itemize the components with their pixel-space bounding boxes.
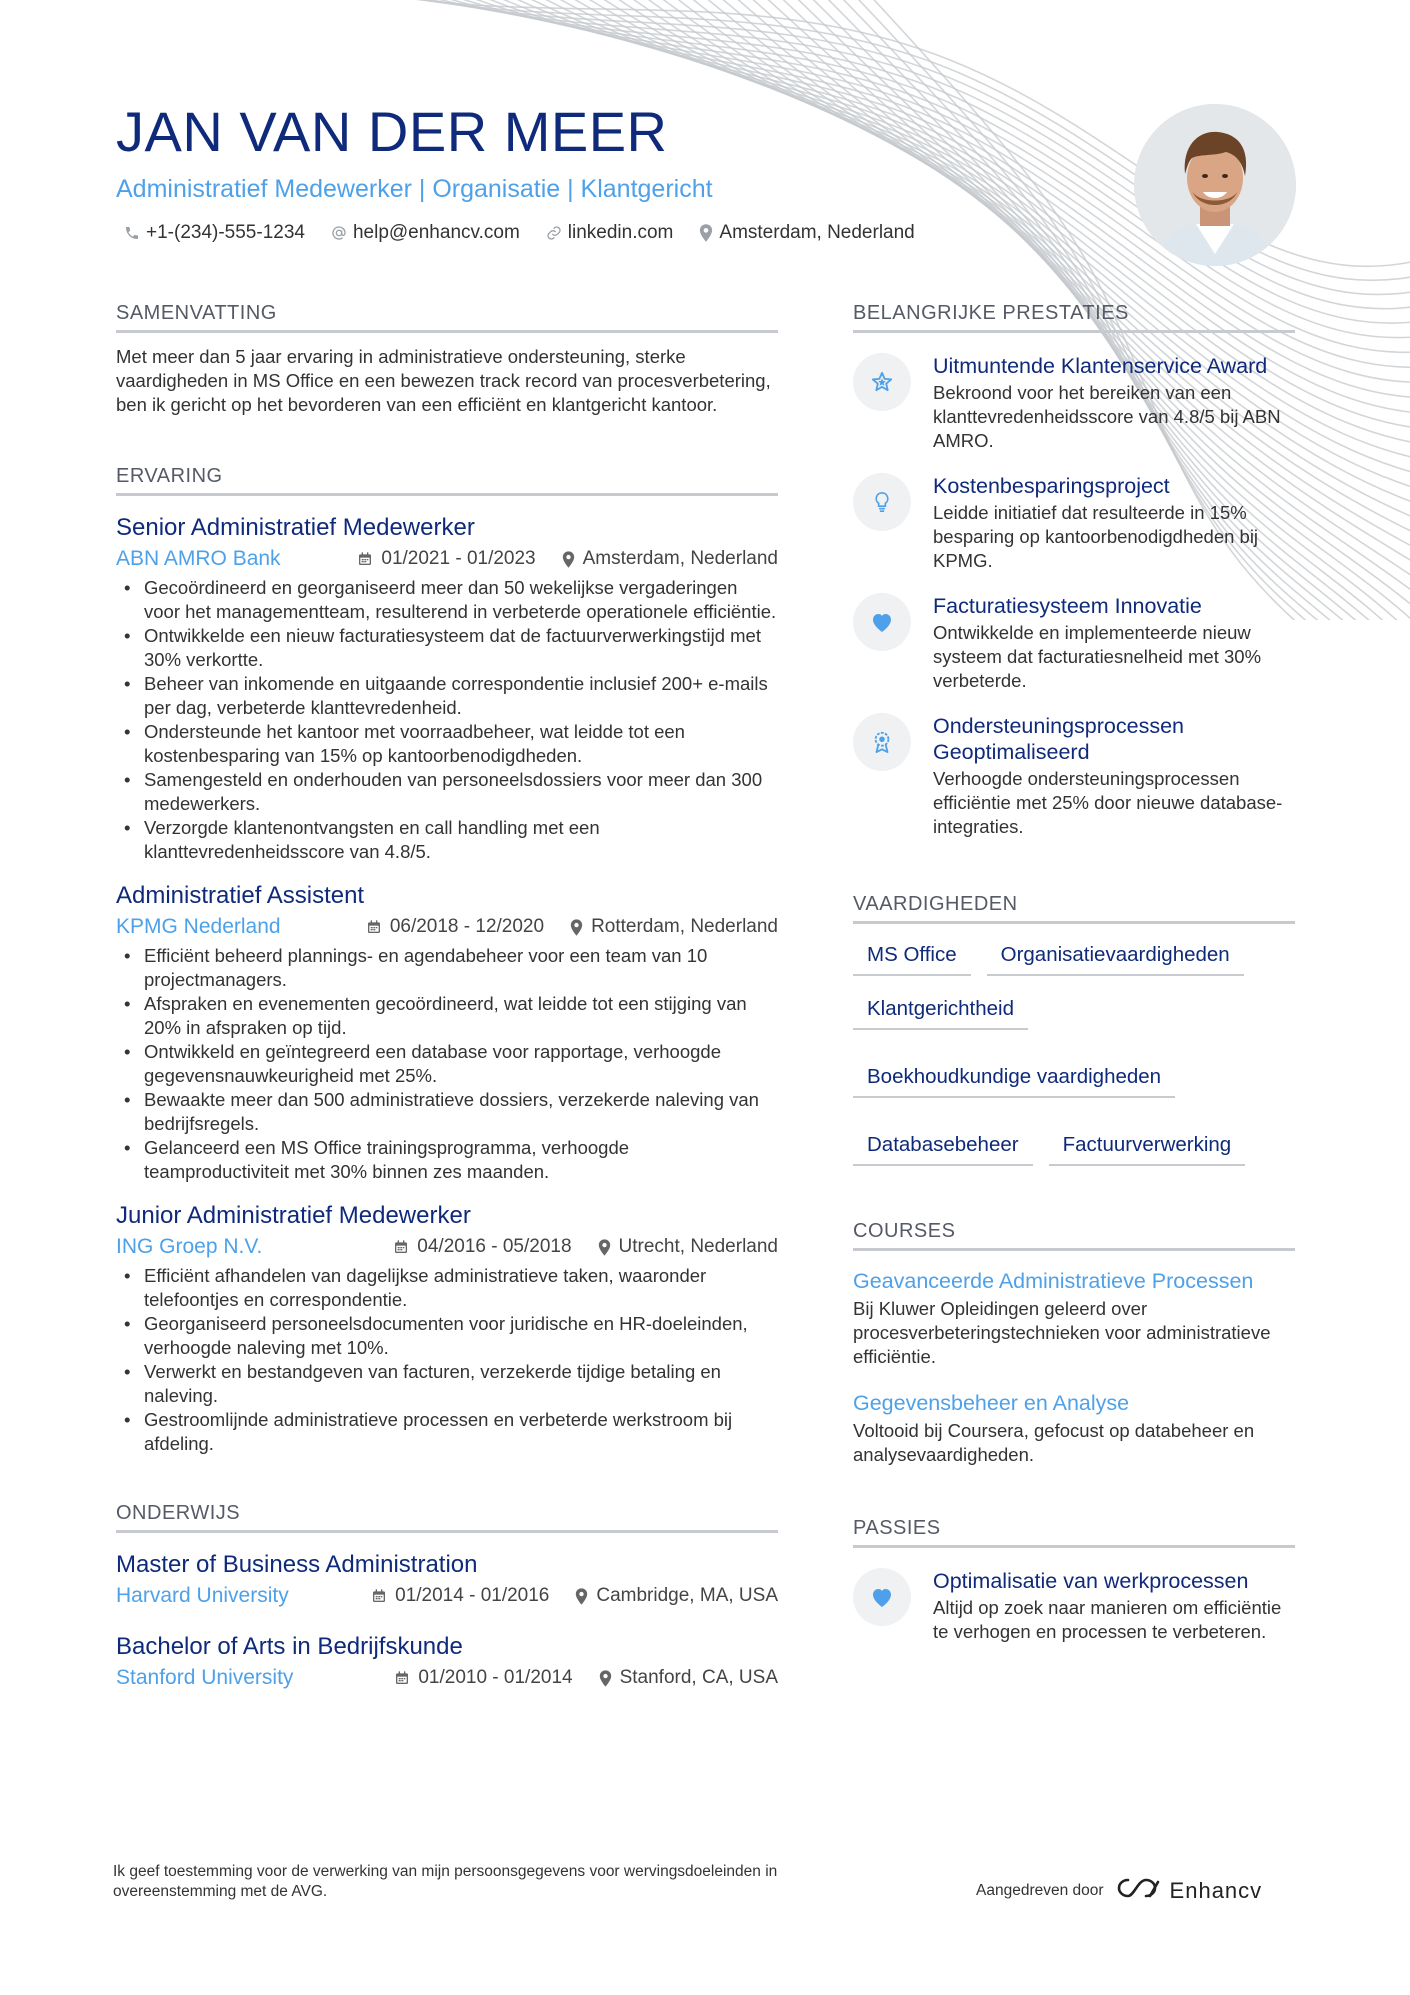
job-meta	[116, 1234, 778, 1260]
location-icon	[575, 1588, 588, 1605]
job-title: Junior Administratief Medewerker	[116, 1202, 471, 1229]
skill-tag: MS Office	[853, 936, 971, 976]
achievement-item	[853, 593, 1295, 693]
job-meta	[116, 914, 778, 940]
achievement-item	[853, 353, 1295, 453]
job-company: KPMG Nederland	[116, 915, 281, 938]
school-name: Stanford University	[116, 1666, 294, 1689]
job-bullets	[116, 576, 778, 864]
job-location	[562, 546, 778, 572]
education-meta-right	[394, 1665, 778, 1691]
experience-item	[116, 880, 778, 1184]
skill-tag: Factuurverwerking	[1049, 1126, 1246, 1166]
award-icon	[853, 713, 911, 771]
list-item: • Verzorgde klantenontvangsten en call handling met een klanttevredenheidsscore van 4.8/5.	[116, 816, 778, 864]
course-item	[853, 1389, 1295, 1467]
achievement-title: Kostenbesparingsproject	[933, 474, 1170, 498]
education-dates	[371, 1583, 549, 1609]
contact-location	[699, 222, 914, 244]
location-icon	[562, 551, 575, 568]
list-item: • Verwerkt en bestandgeven van facturen, verzekerde tijdige betaling en naleving.	[116, 1360, 778, 1408]
infinity-icon	[1116, 1876, 1162, 1906]
list-item: • Gecoördineerd en georganiseerd meer dan 50 wekelijkse vergaderingen voor het managementteam, resulterend in verbeterde operationele efficiëntie.	[116, 576, 778, 624]
passion-item	[853, 1568, 1295, 1644]
education-meta-right	[371, 1583, 778, 1609]
calendar-icon	[393, 1239, 409, 1255]
job-location-text: Utrecht, Nederland	[618, 1236, 778, 1257]
contact-email-text: help@enhancv.com	[352, 222, 520, 243]
contact-linkedin[interactable]	[546, 222, 674, 244]
achievement-desc: Ontwikkelde en implementeerde nieuw systeem dat facturatiesnelheid met 30% verbeterde.	[933, 622, 1262, 691]
achievement-desc: Bekroond voor het bereiken van een klanttevredenheidsscore van 4.8/5 bij ABN AMRO.	[933, 382, 1281, 451]
job-title: Senior Administratief Medewerker	[116, 514, 475, 541]
experience-item	[116, 1200, 778, 1456]
contact-phone[interactable]	[124, 222, 305, 244]
powered-by[interactable]	[976, 1876, 1262, 1906]
calendar-icon	[357, 551, 373, 567]
section-title-skills: VAARDIGHEDEN	[853, 891, 1295, 924]
powered-by-label: Aangedreven door	[976, 1882, 1104, 1899]
education-item	[116, 1549, 778, 1609]
heart-icon	[853, 593, 911, 651]
candidate-name: JAN VAN DER MEER	[116, 100, 668, 163]
achievement-body	[933, 593, 1295, 693]
list-item: • Ontwikkelde een nieuw facturatiesysteem dat de factuurverwerkingstijd met 30% verkortte.	[116, 624, 778, 672]
calendar-icon	[371, 1588, 387, 1604]
course-title: Geavanceerde Administratieve Processen	[853, 1269, 1254, 1293]
brand-logo	[1116, 1876, 1263, 1906]
resume-header	[116, 100, 1096, 244]
achievement-body	[933, 353, 1295, 453]
at-icon	[331, 225, 347, 241]
education-location-text: Cambridge, MA, USA	[596, 1585, 778, 1606]
achievement-item	[853, 713, 1295, 839]
achievement-title: Ondersteuningsprocessen Geoptimaliseerd	[933, 714, 1184, 764]
education-location	[575, 1583, 778, 1609]
skills-list	[853, 936, 1295, 1166]
achievement-title: Uitmuntende Klantenservice Award	[933, 354, 1268, 378]
degree-title: Master of Business Administration	[116, 1551, 478, 1578]
list-item: • Ondersteunde het kantoor met voorraadbeheer, wat leidde tot een kostenbesparing van 15% op kantoorbenodigdheden.	[116, 720, 778, 768]
contact-linkedin-text: linkedin.com	[567, 222, 674, 243]
passion-body	[933, 1568, 1295, 1644]
list-item: • Efficiënt afhandelen van dagelijkse administratieve taken, waaronder telefoontjes en correspondentie.	[116, 1264, 778, 1312]
list-item: • Bewaakte meer dan 500 administratieve dossiers, verzekerde naleving van bedrijfsregels.	[116, 1088, 778, 1136]
school-name: Harvard University	[116, 1584, 289, 1607]
list-item: • Gelanceerd een MS Office trainingsprogramma, verhoogde teamproductiviteit met 30% binnen zes maanden.	[116, 1136, 778, 1184]
link-icon	[546, 225, 562, 241]
education-dates-text: 01/2014 - 01/2016	[395, 1585, 550, 1606]
phone-icon	[124, 225, 140, 241]
job-dates	[393, 1234, 571, 1260]
list-item: • Gestroomlijnde administratieve processen en verbeterde werkstroom bij afdeling.	[116, 1408, 778, 1456]
section-title-achievements: BELANGRIJKE PRESTATIES	[853, 300, 1295, 333]
job-location	[570, 914, 778, 940]
section-title-experience: ERVARING	[116, 463, 778, 496]
job-meta-right	[366, 914, 778, 940]
job-company: ING Groep N.V.	[116, 1235, 263, 1258]
list-item: • Efficiënt beheerd plannings- en agendabeheer voor een team van 10 projectmanagers.	[116, 944, 778, 992]
degree-title: Bachelor of Arts in Bedrijfskunde	[116, 1633, 463, 1660]
skill-tag: Databasebeheer	[853, 1126, 1033, 1166]
left-column	[116, 300, 778, 1691]
calendar-icon	[394, 1670, 410, 1686]
list-item: • Ontwikkeld en geïntegreerd een database voor rapportage, verhoogde gegevensnauwkeurigheid met 25%.	[116, 1040, 778, 1088]
job-meta	[116, 546, 778, 572]
summary-text: Met meer dan 5 jaar ervaring in administratieve ondersteuning, sterke vaardigheden in MS Office en een bewezen track record van procesverbetering, ben ik gericht op het bevorderen van een efficiënt en klantgericht kantoor.	[116, 346, 771, 415]
job-location-text: Rotterdam, Nederland	[591, 916, 778, 937]
contact-list	[116, 222, 1096, 244]
course-desc: Voltooid bij Coursera, gefocust op databeheer en analysevaardigheden.	[853, 1420, 1255, 1465]
achievement-title: Facturatiesysteem Innovatie	[933, 594, 1202, 618]
education-dates	[394, 1665, 572, 1691]
skill-tag: Klantgerichtheid	[853, 990, 1028, 1030]
education-location-text: Stanford, CA, USA	[619, 1667, 778, 1688]
achievement-desc: Verhoogde ondersteuningsprocessen efficiëntie met 25% door nieuwe database-integraties.	[933, 768, 1283, 837]
passion-desc: Altijd op zoek naar manieren om efficiëntie te verhogen en processen te verbeteren.	[933, 1597, 1282, 1642]
lightbulb-icon	[853, 473, 911, 531]
contact-email[interactable]	[331, 222, 520, 244]
job-title: Administratief Assistent	[116, 882, 365, 909]
right-column	[853, 300, 1295, 1644]
achievement-desc: Leidde initiatief dat resulteerde in 15% besparing op kantoorbenodigdheden bij KPMG.	[933, 502, 1259, 571]
location-icon	[699, 224, 713, 242]
consent-text: Ik geef toestemming voor de verwerking van mijn persoonsgegevens voor wervingsdoeleinden in overeenstemming met de AVG.	[113, 1863, 778, 1900]
location-icon	[570, 919, 583, 936]
skill-tag: Boekhoudkundige vaardigheden	[853, 1058, 1175, 1098]
section-title-education: ONDERWIJS	[116, 1500, 778, 1533]
achievement-item	[853, 473, 1295, 573]
profile-photo	[1134, 104, 1296, 266]
section-title-passions: PASSIES	[853, 1515, 1295, 1548]
job-dates	[366, 914, 544, 940]
location-icon	[598, 1239, 611, 1256]
brand-name: Enhancv	[1169, 1878, 1263, 1903]
section-title-summary: SAMENVATTING	[116, 300, 778, 333]
job-dates	[357, 546, 535, 572]
job-meta-right	[357, 546, 778, 572]
skill-tag: Organisatievaardigheden	[987, 936, 1244, 976]
job-dates-text: 04/2016 - 05/2018	[417, 1236, 572, 1257]
contact-location-text: Amsterdam, Nederland	[719, 222, 915, 243]
job-bullets	[116, 1264, 778, 1456]
heart-icon	[853, 1568, 911, 1626]
achievement-body	[933, 713, 1295, 839]
education-meta	[116, 1665, 778, 1691]
education-dates-text: 01/2010 - 01/2014	[418, 1667, 573, 1688]
job-meta-right	[393, 1234, 778, 1260]
calendar-icon	[366, 919, 382, 935]
course-desc: Bij Kluwer Opleidingen geleerd over procesverbeteringstechnieken voor administratieve efficiëntie.	[853, 1298, 1271, 1367]
job-dates-text: 06/2018 - 12/2020	[389, 916, 545, 937]
list-item: • Beheer van inkomende en uitgaande correspondentie inclusief 200+ e-mails per dag, verbeterde klanttevredenheid.	[116, 672, 778, 720]
passion-title: Optimalisatie van werkprocessen	[933, 1569, 1249, 1593]
job-bullets	[116, 944, 778, 1184]
course-item	[853, 1267, 1295, 1369]
section-title-courses: COURSES	[853, 1218, 1295, 1251]
job-location	[598, 1234, 778, 1260]
achievement-body	[933, 473, 1295, 573]
job-location-text: Amsterdam, Nederland	[582, 548, 778, 569]
education-meta	[116, 1583, 778, 1609]
contact-phone-text: +1-(234)-555-1234	[146, 222, 305, 243]
job-dates-text: 01/2021 - 01/2023	[381, 548, 536, 569]
list-item: • Georganiseerd personeelsdocumenten voor juridische en HR-doeleinden, verhoogde naleving met 10%.	[116, 1312, 778, 1360]
experience-item	[116, 512, 778, 864]
education-item	[116, 1631, 778, 1691]
list-item: • Afspraken en evenementen gecoördineerd, wat leidde tot een stijging van 20% in afspraken op tijd.	[116, 992, 778, 1040]
list-item: • Samengesteld en onderhouden van personeelsdossiers voor meer dan 300 medewerkers.	[116, 768, 778, 816]
course-title: Gegevensbeheer en Analyse	[853, 1391, 1130, 1415]
star-icon	[853, 353, 911, 411]
candidate-title: Administratief Medewerker | Organisatie | Klantgericht	[116, 175, 713, 203]
education-location	[599, 1665, 778, 1691]
location-icon	[599, 1670, 612, 1687]
job-company: ABN AMRO Bank	[116, 547, 281, 570]
